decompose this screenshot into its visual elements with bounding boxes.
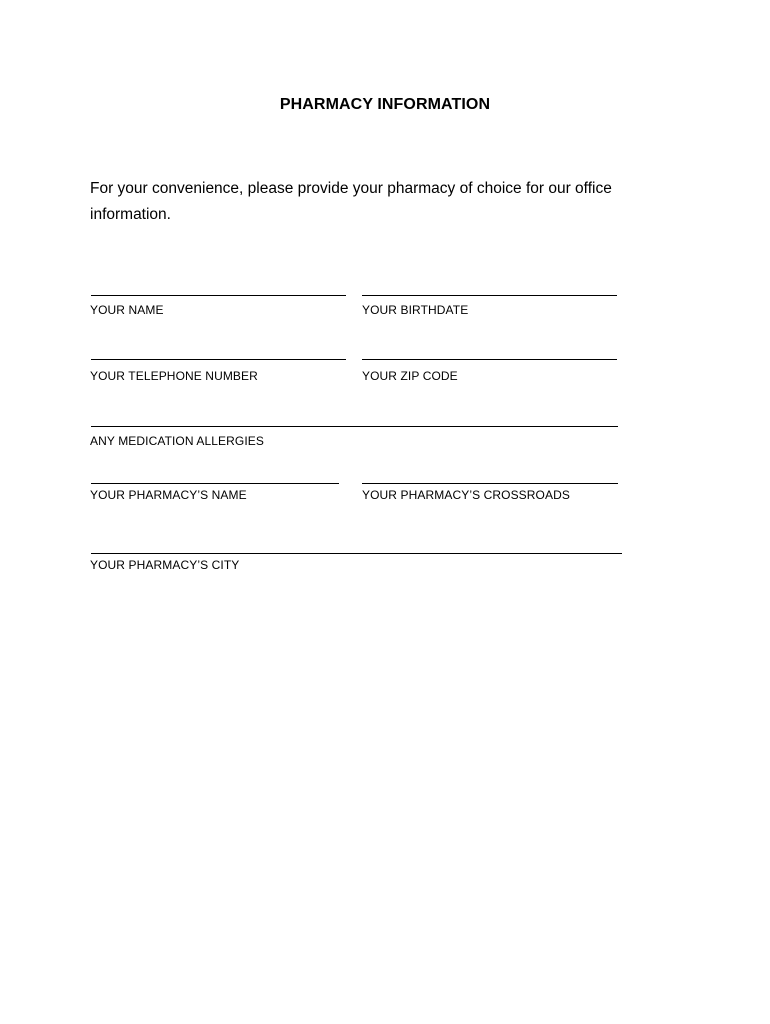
birthdate-blank-line[interactable] [362,295,617,296]
pharmacy-city-label: YOUR PHARMACY’S CITY [90,558,240,572]
allergies-blank-line[interactable] [91,426,618,427]
pharmacy-crossroads-label: YOUR PHARMACY’S CROSSROADS [362,488,570,502]
telephone-label: YOUR TELEPHONE NUMBER [90,369,258,383]
intro-paragraph: For your convenience, please provide your pharmacy of choice for our office information. [90,180,612,223]
zip-code-blank-line[interactable] [362,359,617,360]
pharmacy-name-blank-line[interactable] [91,483,339,484]
name-blank-line[interactable] [91,295,346,296]
zip-code-label: YOUR ZIP CODE [362,369,458,383]
pharmacy-crossroads-blank-line[interactable] [362,483,618,484]
allergies-label: ANY MEDICATION ALLERGIES [90,434,265,448]
telephone-blank-line[interactable] [91,359,346,360]
pharmacy-name-label: YOUR PHARMACY’S NAME [90,488,247,502]
birthdate-label: YOUR BIRTHDATE [362,303,469,317]
pharmacy-city-blank-line[interactable] [91,553,622,554]
name-label: YOUR NAME [90,303,164,317]
page-title: PHARMACY INFORMATION [279,96,491,113]
